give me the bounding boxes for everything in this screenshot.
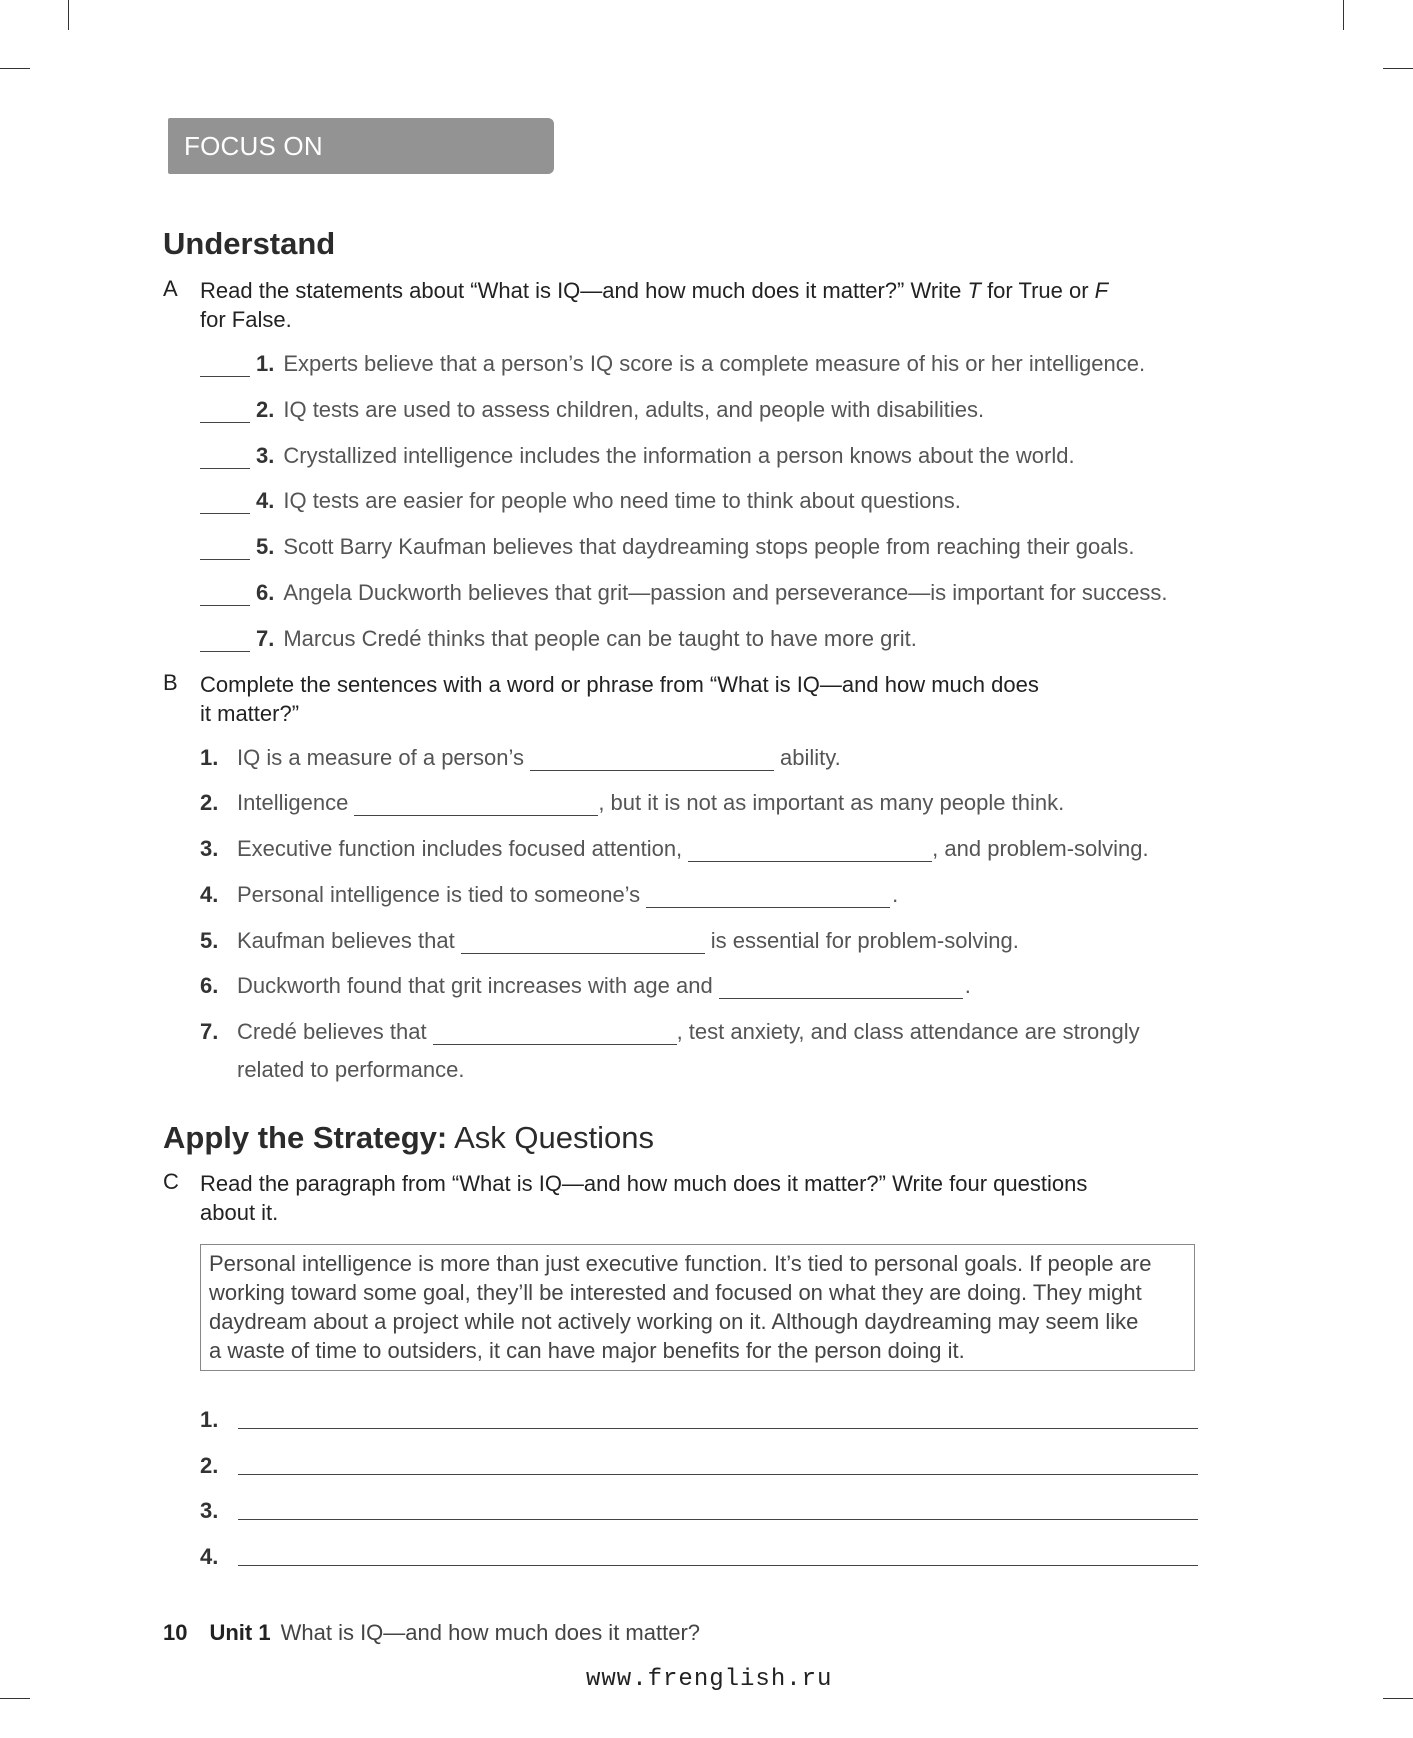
section-a-letter: A xyxy=(163,276,178,301)
page-footer xyxy=(163,1620,700,1646)
answer-blank[interactable] xyxy=(200,539,250,560)
tf-item: 5. Scott Barry Kaufman believes that daydreaming stops people from reaching their goals. xyxy=(200,534,1134,564)
watermark: www.frenglish.ru xyxy=(586,1666,833,1693)
section-a-instruction: Read the statements about “What is IQ—and how much does it matter?” Write T for True or F for False. xyxy=(200,278,1109,332)
fill-item: 3. Executive function includes focused attention, , and problem-solving. xyxy=(200,836,1149,861)
section-b-instruction: Complete the sentences with a word or phrase from “What is IQ—and how much does it matter?” xyxy=(200,672,1039,726)
crop-mark xyxy=(0,1698,30,1699)
tf-item: 1. Experts believe that a person’s IQ score is a complete measure of his or her intelligence. xyxy=(200,351,1145,381)
paragraph-line: Personal intelligence is more than just executive function. It’s tied to personal goals. If people are xyxy=(209,1251,1152,1276)
paragraph-line: daydream about a project while not actively working on it. Although daydreaming may seem like xyxy=(209,1309,1139,1334)
question-line[interactable]: 3. xyxy=(200,1494,1198,1524)
section-c-letter: C xyxy=(163,1169,179,1194)
question-line[interactable]: 2. xyxy=(200,1449,1198,1479)
crop-mark xyxy=(1383,68,1413,69)
question-line[interactable]: 1. xyxy=(200,1403,1198,1433)
paragraph-line: a waste of time to outsiders, it can have major benefits for the person doing it. xyxy=(209,1338,965,1363)
apply-strategy-heading: Apply the Strategy: Ask Questions xyxy=(163,1120,654,1155)
reading-paragraph-box xyxy=(200,1244,1195,1371)
answer-blank[interactable] xyxy=(461,933,705,954)
answer-blank[interactable] xyxy=(200,585,250,606)
tf-item: 6. Angela Duckworth believes that grit—passion and perseverance—is important for success. xyxy=(200,580,1167,610)
answer-blank[interactable] xyxy=(433,1024,677,1045)
question-line[interactable]: 4. xyxy=(200,1540,1198,1570)
crop-mark xyxy=(1343,0,1344,30)
tf-item: 3. Crystallized intelligence includes the information a person knows about the world. xyxy=(200,443,1075,473)
crop-mark xyxy=(68,0,69,30)
section-banner: FOCUS ON UNDERSTANDING xyxy=(168,118,554,174)
section-b-letter: B xyxy=(163,670,178,695)
answer-blank[interactable] xyxy=(646,887,890,908)
answer-blank[interactable] xyxy=(200,493,250,514)
answer-blank[interactable] xyxy=(688,841,932,862)
fill-item: 6. Duckworth found that grit increases with age and . xyxy=(200,973,971,998)
fill-item: 4. Personal intelligence is tied to someone’s . xyxy=(200,882,899,907)
crop-mark xyxy=(0,68,30,69)
section-c-instruction: Read the paragraph from “What is IQ—and how much does it matter?” Write four questions about it. xyxy=(200,1171,1088,1225)
fill-item: 1. IQ is a measure of a person’s ability. xyxy=(200,745,841,770)
tf-item: 2. IQ tests are used to assess children, adults, and people with disabilities. xyxy=(200,397,984,427)
answer-blank[interactable] xyxy=(530,750,774,771)
answer-blank[interactable] xyxy=(354,795,598,816)
crop-mark xyxy=(1383,1698,1413,1699)
tf-item: 4. IQ tests are easier for people who need time to think about questions. xyxy=(200,488,961,518)
answer-blank[interactable] xyxy=(200,356,250,377)
fill-item-continuation: related to performance. xyxy=(237,1057,465,1082)
answer-blank[interactable] xyxy=(200,631,250,652)
fill-item: 7. Credé believes that , test anxiety, and class attendance are strongly xyxy=(200,1019,1140,1044)
understand-heading: Understand xyxy=(163,226,336,261)
fill-item: 2. Intelligence , but it is not as important as many people think. xyxy=(200,790,1065,815)
tf-item: 7. Marcus Credé thinks that people can be taught to have more grit. xyxy=(200,626,917,656)
page-number: 10 xyxy=(163,1620,188,1645)
unit-label: Unit 1 xyxy=(209,1620,271,1645)
answer-blank[interactable] xyxy=(200,448,250,469)
answer-blank[interactable] xyxy=(719,978,963,999)
fill-item: 5. Kaufman believes that is essential for problem-solving. xyxy=(200,928,1019,953)
answer-blank[interactable] xyxy=(200,402,250,423)
unit-title: What is IQ—and how much does it matter? xyxy=(280,1620,701,1645)
paragraph-line: working toward some goal, they’ll be interested and focused on what they are doing. They might xyxy=(209,1280,1142,1305)
